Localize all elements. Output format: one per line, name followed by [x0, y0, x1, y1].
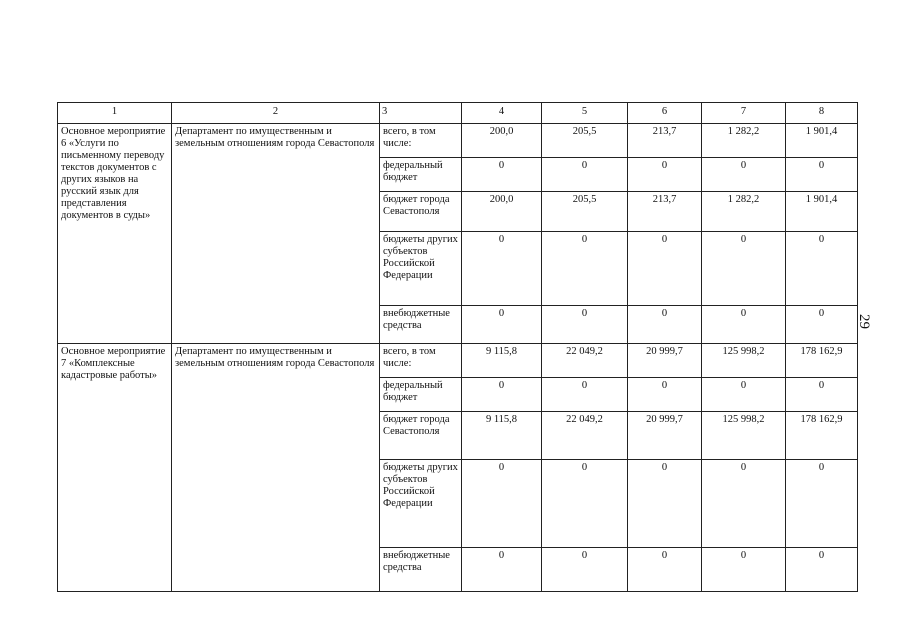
value-cell: 1 282,2 [702, 124, 786, 158]
funding-source: федеральный бюджет [380, 158, 462, 192]
column-header: 4 [462, 103, 542, 124]
value-cell: 20 999,7 [628, 412, 702, 460]
value-cell: 178 162,9 [786, 412, 858, 460]
value-cell: 0 [628, 306, 702, 344]
value-cell: 0 [702, 306, 786, 344]
value-cell: 0 [786, 158, 858, 192]
header-row [58, 103, 858, 124]
funding-source: федеральный бюджет [380, 378, 462, 412]
funding-source: внебюджетные средства [380, 548, 462, 592]
value-cell: 0 [542, 306, 628, 344]
value-cell: 0 [542, 232, 628, 306]
measure-name: Основное мероприятие 7 «Комплексные кадастровые работы» [58, 344, 172, 592]
funding-source: внебюджетные средства [380, 306, 462, 344]
department-name: Департамент по имущественным и земельным отношениям города Севастополя [172, 344, 380, 592]
value-cell: 0 [628, 378, 702, 412]
column-header: 2 [172, 103, 380, 124]
value-cell: 200,0 [462, 192, 542, 232]
column-header: 7 [702, 103, 786, 124]
value-cell: 0 [542, 460, 628, 548]
funding-source: всего, в том числе: [380, 344, 462, 378]
value-cell: 0 [542, 158, 628, 192]
value-cell: 0 [462, 378, 542, 412]
table-row [58, 344, 858, 378]
value-cell: 9 115,8 [462, 344, 542, 378]
value-cell: 205,5 [542, 192, 628, 232]
department-name: Департамент по имущественным и земельным отношениям города Севастополя [172, 124, 380, 344]
funding-source: бюджеты других субъектов Российской Федерации [380, 232, 462, 306]
funding-table [57, 102, 858, 592]
value-cell: 0 [702, 548, 786, 592]
value-cell: 0 [542, 548, 628, 592]
value-cell: 0 [628, 548, 702, 592]
value-cell: 0 [628, 158, 702, 192]
value-cell: 200,0 [462, 124, 542, 158]
measure-name: Основное мероприятие 6 «Услуги по письменному переводу текстов документов с других языков на русский язык для представления документов в суды» [58, 124, 172, 344]
value-cell: 0 [462, 232, 542, 306]
table-row [58, 124, 858, 158]
value-cell: 1 282,2 [702, 192, 786, 232]
value-cell: 0 [542, 378, 628, 412]
value-cell: 9 115,8 [462, 412, 542, 460]
value-cell: 213,7 [628, 192, 702, 232]
value-cell: 0 [702, 378, 786, 412]
value-cell: 0 [786, 378, 858, 412]
value-cell: 0 [462, 158, 542, 192]
value-cell: 0 [628, 232, 702, 306]
page-number: 29 [856, 314, 872, 329]
value-cell: 205,5 [542, 124, 628, 158]
value-cell: 125 998,2 [702, 412, 786, 460]
value-cell: 0 [462, 460, 542, 548]
value-cell: 1 901,4 [786, 124, 858, 158]
value-cell: 20 999,7 [628, 344, 702, 378]
value-cell: 22 049,2 [542, 412, 628, 460]
value-cell: 22 049,2 [542, 344, 628, 378]
value-cell: 0 [628, 460, 702, 548]
value-cell: 0 [702, 232, 786, 306]
value-cell: 0 [786, 232, 858, 306]
value-cell: 0 [702, 460, 786, 548]
value-cell: 178 162,9 [786, 344, 858, 378]
value-cell: 0 [462, 306, 542, 344]
column-header: 1 [58, 103, 172, 124]
value-cell: 0 [786, 306, 858, 344]
value-cell: 125 998,2 [702, 344, 786, 378]
column-header: 3 [380, 103, 462, 124]
value-cell: 0 [462, 548, 542, 592]
value-cell: 1 901,4 [786, 192, 858, 232]
column-header: 8 [786, 103, 858, 124]
value-cell: 0 [786, 460, 858, 548]
funding-source: бюджет города Севастополя [380, 412, 462, 460]
funding-source: всего, в том числе: [380, 124, 462, 158]
column-header: 5 [542, 103, 628, 124]
funding-source: бюджет города Севастополя [380, 192, 462, 232]
value-cell: 213,7 [628, 124, 702, 158]
funding-source: бюджеты других субъектов Российской Федерации [380, 460, 462, 548]
value-cell: 0 [786, 548, 858, 592]
column-header: 6 [628, 103, 702, 124]
value-cell: 0 [702, 158, 786, 192]
